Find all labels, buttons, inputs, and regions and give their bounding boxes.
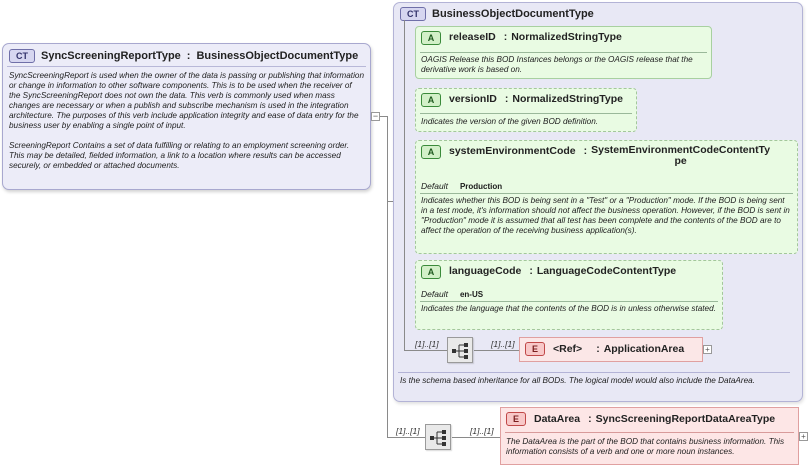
sequence-cardinality: [1]..[1]	[415, 339, 439, 349]
attribute-languagecode[interactable]	[415, 260, 723, 330]
main-type-colon: :	[186, 50, 191, 62]
element-header	[525, 342, 684, 356]
sequence-glyph	[448, 338, 474, 364]
divider	[398, 372, 790, 373]
main-type-name: SyncScreeningReportType	[41, 50, 181, 62]
divider	[505, 432, 794, 433]
attribute-type: NormalizedStringType	[511, 31, 622, 43]
connector-to-data-seq	[387, 437, 425, 438]
attribute-colon: :	[529, 265, 533, 277]
ct-badge-icon: CT	[400, 7, 426, 21]
attribute-releaseid[interactable]	[415, 26, 712, 79]
element-badge-icon: E	[506, 412, 526, 426]
attribute-type: NormalizedStringType	[512, 93, 624, 105]
divider	[420, 301, 718, 302]
main-type-header	[9, 49, 358, 63]
attribute-type: LanguageCodeContentType	[536, 265, 677, 277]
default-value: en-US	[459, 290, 484, 299]
element-application-area[interactable]	[519, 337, 703, 362]
element-badge-icon: E	[525, 342, 545, 356]
expand-plus-icon[interactable]: +	[799, 432, 808, 441]
sequence-icon[interactable]	[425, 424, 451, 450]
connector-app-seq-to-elem	[474, 350, 519, 351]
element-cardinality: [1]..[1]	[491, 339, 515, 349]
divider	[420, 193, 793, 194]
main-type-description-2: ScreeningReport Contains a set of data fulfilling or relating to an employment screening order. This may be detailed, fielded information, a link to a location where results can be accessed securely, or embedded or attached documents.	[9, 141, 350, 170]
element-description: The DataArea is the part of the BOD that contains business information. This information consists of a verb and one or more noun instances.	[506, 437, 785, 456]
attribute-name: systemEnvironmentCode	[449, 145, 576, 157]
sequence-glyph	[426, 425, 452, 451]
attribute-badge-icon: A	[421, 265, 441, 279]
attribute-colon: :	[583, 145, 588, 157]
attribute-default	[421, 289, 483, 299]
default-label: Default	[421, 289, 448, 299]
element-data-area[interactable]	[500, 407, 799, 465]
ct-badge-icon: CT	[9, 49, 35, 63]
attribute-systemenvironmentcode[interactable]	[415, 140, 798, 254]
attribute-name: releaseID	[449, 31, 496, 43]
main-type-description	[9, 71, 365, 171]
element-cardinality: [1]..[1]	[470, 426, 494, 436]
sequence-icon[interactable]	[447, 337, 473, 363]
attribute-default	[421, 181, 502, 191]
base-type-name: BusinessObjectDocumentType	[432, 8, 594, 20]
element-name: DataArea	[534, 413, 581, 425]
connector-to-app-seq	[404, 350, 447, 351]
main-type-base: BusinessObjectDocumentType	[196, 50, 359, 62]
expand-plus-icon[interactable]: +	[703, 345, 712, 354]
divider	[7, 66, 366, 67]
attribute-colon: :	[503, 31, 508, 43]
attribute-badge-icon: A	[421, 145, 441, 159]
connector-data-seq-to-elem	[452, 437, 500, 438]
attribute-header	[421, 145, 770, 167]
base-type-description: Is the schema based inheritance for all BODs. The logical model would also include the DataArea.	[400, 376, 755, 385]
element-name: ApplicationArea	[603, 343, 685, 355]
collapse-minus-icon[interactable]: −	[372, 111, 379, 121]
attribute-description: Indicates the version of the given BOD definition.	[421, 117, 599, 126]
connector-trunk	[387, 116, 388, 437]
attribute-badge-icon: A	[421, 31, 441, 45]
default-value: Production	[459, 182, 503, 191]
attribute-versionid[interactable]	[415, 88, 637, 132]
attribute-description: Indicates whether this BOD is being sent in a "Test" or a "Production" mode. If the BOD is being sent in a test mode, it's information should not affect the business operation. However, if the BOD is sent in "Production" mode it is assumed that all test has been complete and the contents of the BOD are to affect the operation of the receiving business application(s).	[421, 196, 790, 235]
attribute-type-line-1: SystemEnvironmentCodeContentTy	[591, 144, 771, 156]
attribute-name: versionID	[449, 93, 497, 105]
connector-base-internal	[404, 20, 405, 350]
sequence-cardinality: [1]..[1]	[396, 426, 420, 436]
attribute-badge-icon: A	[421, 93, 441, 107]
base-type-header	[400, 7, 594, 21]
attribute-header	[421, 93, 623, 107]
element-ref: <Ref>	[553, 343, 583, 355]
divider	[420, 52, 707, 53]
attribute-type	[591, 145, 770, 167]
attribute-colon: :	[504, 93, 509, 105]
attribute-name: languageCode	[449, 265, 522, 277]
element-header	[506, 412, 775, 426]
main-complex-type[interactable]	[2, 43, 371, 190]
element-type: SyncScreeningReportDataAreaType	[595, 413, 776, 425]
default-label: Default	[421, 181, 448, 191]
main-type-description-1: SyncScreeningReport is used when the owner of the data is passing or publishing that information or change in information to other software components. This is to be used when the receiver of the SyncScreeningReport does not own the data. This verb is commonly used when mass changes are necessary or when a publish and subscribe mechanism is used in the integration architecture. The purposes of this verb include application integrity and ease of data entry for the business user by enabling a single point of input.	[9, 71, 365, 130]
attribute-type-line-2: pe	[674, 155, 687, 167]
element-colon: :	[596, 343, 600, 355]
divider	[420, 113, 632, 114]
attribute-header	[421, 31, 622, 45]
attribute-description: Indicates the language that the contents of the BOD is in unless otherwise stated.	[421, 304, 716, 313]
attribute-description: OAGIS Release this BOD Instances belongs or the OAGIS release that the derivative work is based on.	[421, 55, 693, 74]
attribute-header	[421, 265, 676, 279]
element-colon: :	[588, 413, 592, 425]
